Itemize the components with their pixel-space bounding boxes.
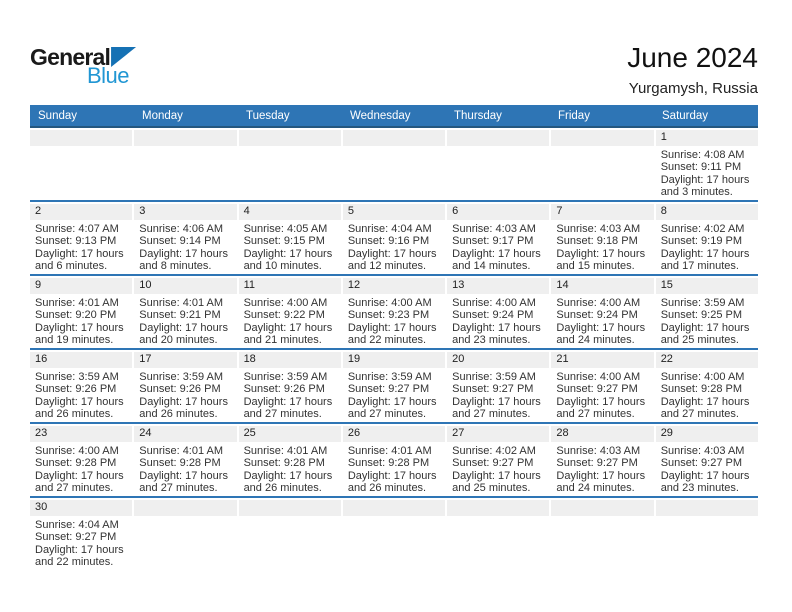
day-number: 14 [551,278,653,294]
day-detail-line: and 14 minutes. [452,260,531,273]
day-number [343,130,445,146]
day-cell [551,276,653,348]
logo-text-blue: Blue [87,63,130,88]
day-number [656,500,758,516]
day-detail-line: Daylight: 17 hours [347,247,437,260]
day-detail-line: and 27 minutes. [660,408,739,421]
empty-day-cell [134,498,236,576]
day-info [30,294,132,347]
day-detail-line: Sunrise: 4:07 AM [35,223,119,235]
day-number: 4 [239,204,341,220]
day-number: 12 [343,278,445,294]
day-detail-line: Sunrise: 4:02 AM [452,445,536,457]
day-detail-line: Daylight: 17 hours [243,395,333,408]
day-detail-line: Sunset: 9:24 PM [452,309,534,322]
day-detail-line: Daylight: 17 hours [452,247,541,260]
day-detail-line: Sunrise: 4:04 AM [347,223,432,235]
day-cell [656,350,758,422]
day-number [551,500,653,516]
day-cell [239,350,341,422]
day-detail-line: and 21 minutes. [243,334,322,347]
weekday-header-row [30,105,758,128]
day-cell [343,350,445,422]
day-detail-line: Sunset: 9:20 PM [35,309,117,322]
day-info [134,442,236,495]
empty-day-cell [239,498,341,576]
empty-day-cell [134,128,236,200]
empty-day-cell [447,498,549,576]
day-detail-line: Daylight: 17 hours [660,395,750,408]
day-detail-line: Sunrise: 3:59 AM [347,371,432,383]
day-cell [551,424,653,496]
day-detail-line: Sunrise: 4:00 AM [452,297,536,309]
calendar [30,105,758,576]
day-detail-line: Daylight: 17 hours [139,395,228,408]
day-detail-line: and 22 minutes. [347,334,427,347]
day-detail-line: Sunrise: 4:00 AM [660,371,745,383]
weekday-monday: Monday [142,109,183,122]
day-detail-line: Sunrise: 4:03 AM [660,445,745,457]
day-detail-line: Sunset: 9:26 PM [35,383,117,396]
day-cell [447,424,549,496]
day-detail-line: Daylight: 17 hours [35,469,124,482]
day-number [134,500,236,516]
day-info [656,442,758,495]
day-detail-line: Sunset: 9:28 PM [347,457,430,470]
day-detail-line: and 23 minutes. [660,482,739,495]
day-detail-line: Daylight: 17 hours [660,173,750,186]
day-detail-line: Daylight: 17 hours [347,395,437,408]
day-number [447,500,549,516]
day-detail-line: Sunrise: 4:01 AM [243,445,328,457]
day-detail-line: Sunrise: 4:02 AM [660,223,745,235]
day-detail-line: Sunset: 9:11 PM [660,161,742,174]
day-number: 13 [447,278,549,294]
day-number: 7 [551,204,653,220]
week-row [30,424,758,498]
day-cell [447,276,549,348]
day-detail-line: and 27 minutes. [243,408,322,421]
day-detail-line: Sunrise: 4:06 AM [139,223,224,235]
day-detail-line: and 22 minutes. [35,556,114,569]
day-cell [30,276,132,348]
day-info [447,442,549,495]
day-info [343,220,445,273]
day-info [551,220,653,273]
empty-day-cell [30,128,132,200]
day-detail-line: Daylight: 17 hours [452,395,541,408]
day-cell [30,424,132,496]
day-number: 2 [30,204,132,220]
day-info [551,294,653,347]
day-number: 24 [134,426,236,442]
day-detail-line: Sunset: 9:22 PM [243,309,325,322]
weekday-sunday: Sunday [38,109,78,122]
day-detail-line: and 3 minutes. [660,186,733,199]
day-info [656,146,758,199]
day-number: 29 [656,426,758,442]
day-detail-line: Sunrise: 3:59 AM [35,371,119,383]
day-detail-line: and 26 minutes. [243,482,322,495]
empty-day-cell [343,498,445,576]
day-detail-line: Sunset: 9:27 PM [556,457,638,470]
day-number: 3 [134,204,236,220]
week-row [30,128,758,202]
empty-day-cell [447,128,549,200]
day-info [343,442,445,495]
day-info [447,294,549,347]
day-cell [551,350,653,422]
day-detail-line: Daylight: 17 hours [243,321,333,334]
day-detail-line: and 27 minutes. [35,482,114,495]
empty-day-cell [551,128,653,200]
day-detail-line: Sunrise: 4:01 AM [347,445,432,457]
day-number: 30 [30,500,132,516]
week-row [30,202,758,276]
day-detail-line: Sunrise: 4:00 AM [35,445,119,457]
calendar-grid [30,128,758,576]
day-detail-line: and 20 minutes. [139,334,218,347]
day-cell [134,350,236,422]
day-cell [447,350,549,422]
page-subtitle: Yurgamysh, Russia [628,80,758,97]
day-info [551,442,653,495]
day-detail-line: Daylight: 17 hours [139,321,228,334]
day-cell [656,202,758,274]
day-cell [134,424,236,496]
day-cell [239,276,341,348]
day-detail-line: Daylight: 17 hours [452,469,541,482]
logo-text-general: General [30,44,111,70]
day-detail-line: and 24 minutes. [556,482,635,495]
day-detail-line: Sunset: 9:28 PM [243,457,325,470]
day-number: 9 [30,278,132,294]
page-title: June 2024 [627,42,758,73]
day-detail-line: Daylight: 17 hours [347,321,437,334]
day-detail-line: Sunset: 9:27 PM [347,383,430,396]
day-cell [551,202,653,274]
day-number: 10 [134,278,236,294]
day-detail-line: Sunset: 9:26 PM [243,383,325,396]
day-number: 26 [343,426,445,442]
weekday-saturday: Saturday [662,109,709,122]
day-number [134,130,236,146]
day-cell [134,276,236,348]
day-detail-line: Sunrise: 4:08 AM [660,149,745,161]
day-number: 23 [30,426,132,442]
day-number [239,130,341,146]
day-detail-line: Sunset: 9:16 PM [347,235,430,248]
day-cell [30,350,132,422]
day-info [30,516,132,569]
day-number: 8 [656,204,758,220]
day-number [30,130,132,146]
day-cell [30,202,132,274]
day-detail-line: Sunrise: 4:00 AM [243,297,328,309]
week-row [30,276,758,350]
day-number [447,130,549,146]
empty-day-cell [343,128,445,200]
day-cell [343,202,445,274]
day-detail-line: Sunset: 9:27 PM [452,457,534,470]
day-detail-line: Sunrise: 4:00 AM [556,297,641,309]
day-detail-line: Daylight: 17 hours [35,321,124,334]
day-number: 28 [551,426,653,442]
day-detail-line: Daylight: 17 hours [139,469,228,482]
day-detail-line: Daylight: 17 hours [243,469,333,482]
day-info [343,368,445,421]
day-detail-line: Sunrise: 4:01 AM [139,445,224,457]
day-cell [447,202,549,274]
day-cell [343,276,445,348]
day-detail-line: Sunset: 9:27 PM [452,383,534,396]
day-detail-line: Sunset: 9:21 PM [139,309,221,322]
day-number: 11 [239,278,341,294]
weekday-friday: Friday [558,109,590,122]
day-detail-line: Sunset: 9:27 PM [660,457,743,470]
day-detail-line: and 10 minutes. [243,260,322,273]
day-cell [656,424,758,496]
day-info [656,220,758,273]
day-detail-line: Sunset: 9:28 PM [139,457,221,470]
empty-day-cell [239,128,341,200]
week-row [30,498,758,576]
day-info [30,442,132,495]
day-detail-line: and 12 minutes. [347,260,427,273]
day-detail-line: Sunrise: 4:01 AM [139,297,224,309]
day-number: 17 [134,352,236,368]
day-number [239,500,341,516]
day-info [656,368,758,421]
day-detail-line: Sunset: 9:23 PM [347,309,430,322]
day-detail-line: Sunset: 9:28 PM [35,457,117,470]
day-info [551,368,653,421]
day-detail-line: Sunrise: 4:03 AM [556,223,641,235]
day-number: 21 [551,352,653,368]
day-number: 5 [343,204,445,220]
day-info [239,368,341,421]
day-detail-line: Daylight: 17 hours [660,469,750,482]
day-detail-line: Sunrise: 4:04 AM [35,519,119,531]
day-detail-line: and 27 minutes. [347,408,427,421]
day-detail-line: and 27 minutes. [452,408,531,421]
day-detail-line: Sunset: 9:27 PM [35,531,117,544]
day-detail-line: Sunrise: 3:59 AM [243,371,328,383]
day-detail-line: Daylight: 17 hours [660,321,750,334]
day-info [30,220,132,273]
day-detail-line: Sunset: 9:28 PM [660,383,743,396]
day-detail-line: Daylight: 17 hours [556,247,646,260]
day-detail-line: and 15 minutes. [556,260,635,273]
day-detail-line: Daylight: 17 hours [35,247,124,260]
day-number: 15 [656,278,758,294]
day-detail-line: Sunset: 9:25 PM [660,309,743,322]
day-detail-line: Sunrise: 4:05 AM [243,223,328,235]
day-number: 19 [343,352,445,368]
day-number: 18 [239,352,341,368]
day-detail-line: Sunset: 9:24 PM [556,309,638,322]
day-detail-line: Sunset: 9:15 PM [243,235,325,248]
day-number: 25 [239,426,341,442]
day-cell [239,202,341,274]
day-info [239,442,341,495]
weekday-thursday: Thursday [454,109,502,122]
day-detail-line: Sunrise: 4:00 AM [556,371,641,383]
day-number [343,500,445,516]
day-detail-line: Daylight: 17 hours [347,469,437,482]
day-info [134,368,236,421]
day-info [134,294,236,347]
weekday-wednesday: Wednesday [350,109,411,122]
day-cell [239,424,341,496]
day-detail-line: and 26 minutes. [139,408,218,421]
day-detail-line: Sunrise: 4:03 AM [452,223,536,235]
day-info [447,368,549,421]
day-detail-line: Sunrise: 3:59 AM [139,371,224,383]
day-number: 22 [656,352,758,368]
day-detail-line: Daylight: 17 hours [35,543,124,556]
day-number [551,130,653,146]
day-detail-line: Sunset: 9:27 PM [556,383,638,396]
day-detail-line: and 17 minutes. [660,260,739,273]
day-detail-line: and 19 minutes. [35,334,114,347]
day-detail-line: and 6 minutes. [35,260,108,273]
day-detail-line: Sunset: 9:17 PM [452,235,534,248]
day-detail-line: and 23 minutes. [452,334,531,347]
day-detail-line: Sunset: 9:13 PM [35,235,117,248]
day-detail-line: and 26 minutes. [35,408,114,421]
day-detail-line: Daylight: 17 hours [556,395,646,408]
day-detail-line: Sunset: 9:19 PM [660,235,743,248]
day-info [239,294,341,347]
day-cell [656,276,758,348]
logo [30,46,136,87]
day-info [30,368,132,421]
day-detail-line: and 25 minutes. [660,334,739,347]
day-detail-line: Daylight: 17 hours [556,469,646,482]
day-number: 20 [447,352,549,368]
day-detail-line: Sunrise: 4:03 AM [556,445,641,457]
day-detail-line: Sunrise: 3:59 AM [660,297,745,309]
day-info [134,220,236,273]
empty-day-cell [656,498,758,576]
day-detail-line: and 8 minutes. [139,260,212,273]
day-number: 1 [656,130,758,146]
day-cell [343,424,445,496]
day-cell [656,128,758,200]
day-info [343,294,445,347]
week-row [30,350,758,424]
day-cell [134,202,236,274]
empty-day-cell [551,498,653,576]
day-detail-line: and 24 minutes. [556,334,635,347]
day-info [656,294,758,347]
day-number: 27 [447,426,549,442]
day-info [447,220,549,273]
day-detail-line: Sunset: 9:26 PM [139,383,221,396]
day-detail-line: Daylight: 17 hours [243,247,333,260]
day-number: 16 [30,352,132,368]
day-number: 6 [447,204,549,220]
day-detail-line: Sunrise: 4:00 AM [347,297,432,309]
day-info [239,220,341,273]
day-detail-line: Daylight: 17 hours [452,321,541,334]
day-detail-line: Daylight: 17 hours [139,247,228,260]
day-detail-line: Sunrise: 3:59 AM [452,371,536,383]
weekday-tuesday: Tuesday [246,109,290,122]
day-detail-line: Sunrise: 4:01 AM [35,297,119,309]
day-detail-line: Sunset: 9:14 PM [139,235,221,248]
day-detail-line: and 26 minutes. [347,482,427,495]
day-detail-line: Daylight: 17 hours [660,247,750,260]
day-detail-line: Daylight: 17 hours [556,321,646,334]
day-detail-line: Daylight: 17 hours [35,395,124,408]
day-cell [30,498,132,576]
day-detail-line: and 25 minutes. [452,482,531,495]
day-detail-line: Sunset: 9:18 PM [556,235,638,248]
day-detail-line: and 27 minutes. [556,408,635,421]
day-detail-line: and 27 minutes. [139,482,218,495]
